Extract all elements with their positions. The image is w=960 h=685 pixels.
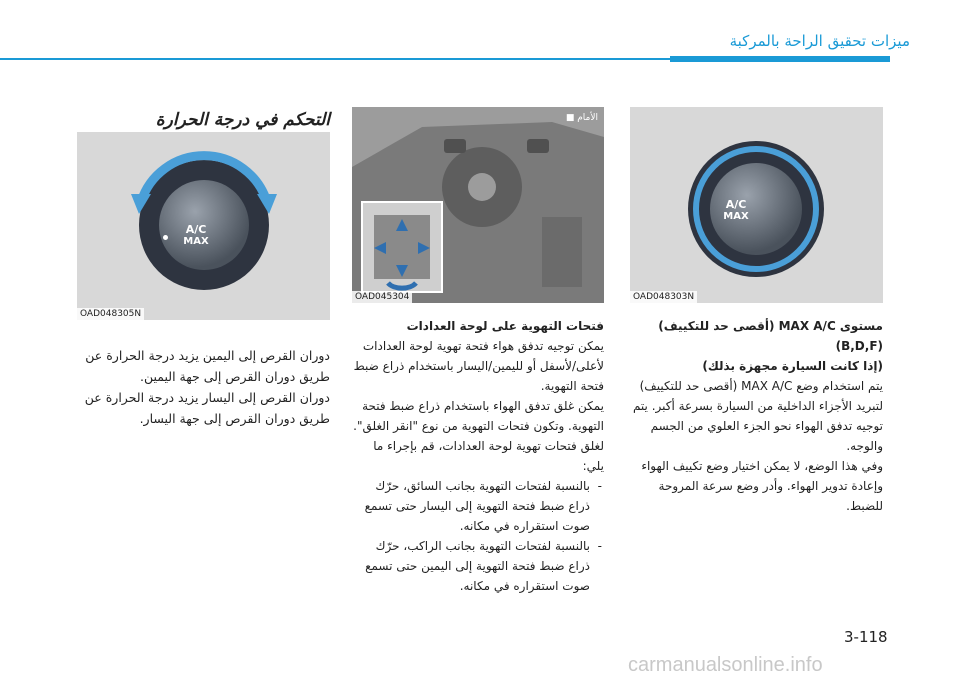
center-column-text <box>352 316 604 596</box>
paragraph: دوران القرص إلى اليسار يزيد درجة الحرارة عن طريق دوران القرص إلى جهة اليسار. <box>84 390 330 426</box>
figure-badge: الأمام ■ <box>565 113 598 123</box>
knob-label-ac: A/C <box>185 223 207 236</box>
subsection-title: مستوى MAX A/C (أقصى حد للتكييف)(B,D,F) <box>658 319 883 353</box>
knob-label-ac: A/C <box>725 198 747 211</box>
figure-code: OAD048305N <box>77 308 144 320</box>
paragraph: دوران القرص إلى اليمين يزيد درجة الحرارة عن طريق دوران القرص إلى جهة اليمين. <box>85 348 330 384</box>
figure-right-knob <box>630 107 883 303</box>
header-accent-bar <box>670 56 890 62</box>
knob-indicator-dot <box>163 235 168 240</box>
figure-code: OAD045304 <box>352 291 412 303</box>
figure-code: OAD048303N <box>630 291 697 303</box>
paragraph: لغلق فتحات تهوية لوحة العدادات، قم بإجراء ما يلي: <box>373 439 604 473</box>
paragraph: يمكن غلق تدفق الهواء باستخدام ذراع ضبط فتحة التهوية. وتكون فتحات التهوية من نوع "انقر الغلق". <box>353 399 604 433</box>
paragraph: يمكن توجيه تدفق هواء فتحة تهوية لوحة العدادات لأعلى/لأسفل أو لليمين/اليسار باستخدام ذراع ضبط فتحة التهوية. <box>353 339 604 393</box>
header-title: ميزات تحقيق الراحة بالمركبة <box>729 32 910 50</box>
left-column-text <box>77 345 330 429</box>
figure-center-dashboard <box>352 107 604 303</box>
bullet-item: - بالنسبة لفتحات التهوية بجانب السائق، حرّك ذراع ضبط فتحة التهوية إلى اليسار حتى تسمع صوت استقراره في مكانه. <box>352 476 604 536</box>
subsection-title: فتحات التهوية على لوحة العدادات <box>406 319 604 333</box>
right-column-text <box>630 316 883 516</box>
paragraph: يتم استخدام وضع MAX A/C (أقصى حد للتكييف) لتبريد الأجزاء الداخلية من السيارة بسرعة أكبر. يتم توجيه تدفق الهواء نحو الجزء العلوي من الجسم والوجه. <box>632 379 883 453</box>
knob-label-max: MAX <box>183 236 209 247</box>
watermark: carmanualsonline.info <box>628 654 823 676</box>
section-title: التحكم في درجة الحرارة <box>155 110 330 130</box>
paragraph: وفي هذا الوضع، لا يمكن اختيار وضع تكييف الهواء وإعادة تدوير الهواء. وأدر وضع سرعة المروحة للضبط. <box>641 459 883 513</box>
knob-label-max: MAX <box>723 211 749 222</box>
page-number: 3-118 <box>844 628 888 646</box>
subsection-subtitle: (إذا كانت السيارة مجهزة بذلك) <box>702 359 883 373</box>
figure-left-knob <box>77 132 330 320</box>
bullet-item: - بالنسبة لفتحات التهوية بجانب الراكب، حرّك ذراع ضبط فتحة التهوية إلى اليمين حتى تسمع صوت استقراره في مكانه. <box>352 536 604 596</box>
vent-direction-arrows-icon <box>352 107 604 303</box>
